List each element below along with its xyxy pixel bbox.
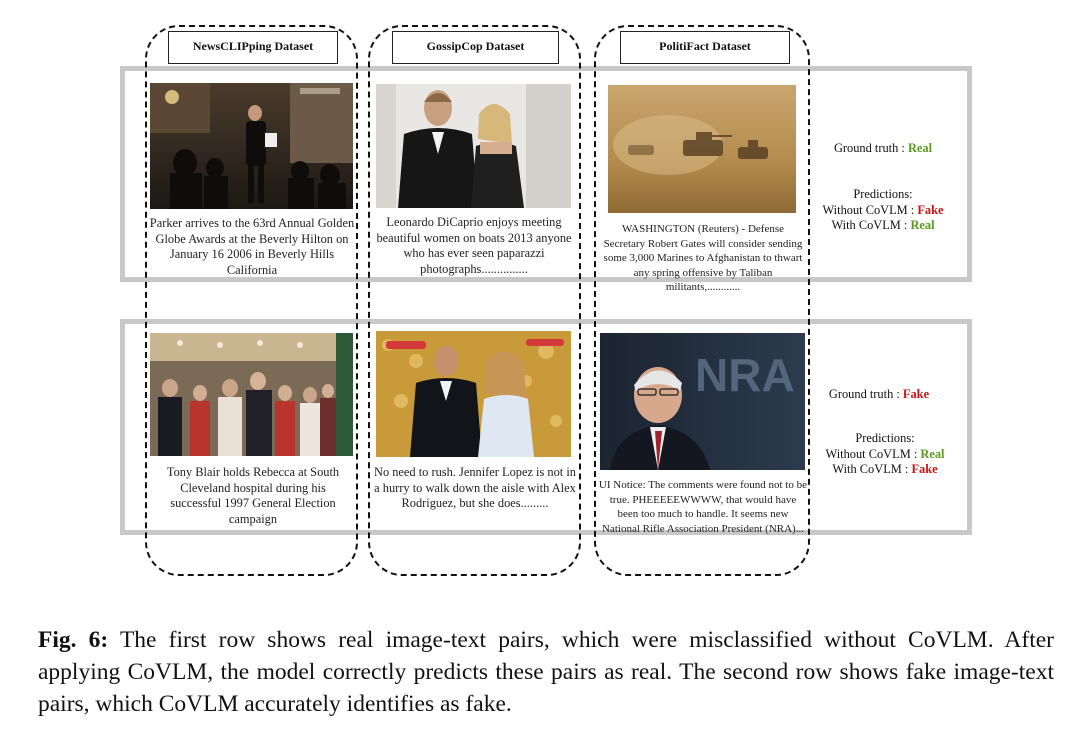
figure-caption-label: Fig. 6:: [38, 627, 109, 653]
prediction-with-value: Real: [910, 218, 935, 232]
ground-truth-value: Fake: [902, 387, 930, 401]
column-header-politifact: PolitiFact Dataset: [620, 31, 790, 64]
prediction-with-label: With CoVLM :: [831, 218, 908, 232]
caption-row1-newsclipping: Parker arrives to the 63rd Annual Golden Globe Awards at the Beverly Hilton on January 16 2006 in Beverly Hills California: [149, 216, 355, 277]
prediction-without-value: Real: [920, 446, 945, 461]
prediction-without-label: Without CoVLM :: [822, 202, 915, 217]
caption-row2-politifact: UI Notice: The comments were found not to be true. PHEEEEEWWWW, that would have been too much to handle. It seems new National Rifle Association President (NRA)...: [598, 479, 808, 535]
ground-truth-label: Ground truth :: [828, 387, 900, 401]
ground-truth-value: Real: [907, 141, 933, 155]
predictions-label: Predictions:: [853, 187, 913, 201]
predictions-row1: [808, 187, 958, 234]
caption-row2-newsclipping: Tony Blair holds Rebecca at South Cleveland hospital during his successful 1997 General Election campaign: [166, 465, 340, 526]
prediction-with-label: With CoVLM :: [832, 462, 909, 476]
prediction-without-value: Fake: [917, 202, 944, 217]
photo-nra-speaker: [600, 333, 805, 470]
ground-truth-row1: [812, 141, 954, 157]
photo-hospital-visit: [150, 333, 353, 456]
caption-row1-politifact: WASHINGTON (Reuters) - Defense Secretary Robert Gates will consider sending some 3,000 Marines to Afghanistan to thwart any spring offensive by Taliban militants,............: [603, 223, 803, 293]
nra-logo-text: NRA: [695, 349, 795, 401]
figure-caption-text: The first row shows real image-text pairs, which were misclassified without CoVLM. After applying CoVLM, the model correctly predicts these pairs as real. The second row shows fake image-text pairs, which CoVLM accurately identifies as fake.: [38, 627, 1054, 717]
column-header-newsclipping: NewsCLIPping Dataset: [168, 31, 338, 64]
predictions-label: Predictions:: [855, 431, 915, 445]
prediction-with-covlm: [808, 218, 958, 234]
ground-truth-row2: [808, 387, 950, 403]
photo-event-couple: [376, 331, 571, 457]
ground-truth-label: Ground truth :: [833, 141, 905, 155]
photo-military-dust: [608, 85, 796, 213]
figure-caption: [38, 624, 1054, 720]
prediction-without-covlm: [810, 447, 960, 463]
prediction-without-label: Without CoVLM :: [825, 446, 918, 461]
caption-row2-gossipcop: No need to rush. Jennifer Lopez is not in a hurry to walk down the aisle with Alex Rodriguez, but she does.........: [374, 465, 576, 510]
prediction-without-covlm: [808, 203, 958, 219]
prediction-with-covlm: [810, 462, 960, 478]
caption-row1-gossipcop: Leonardo DiCaprio enjoys meeting beautiful women on boats 2013 anyone who has ever seen paparazzi photographs...............: [376, 215, 572, 276]
column-header-gossipcop: GossipCop Dataset: [392, 31, 559, 64]
photo-golden-globes: [150, 83, 353, 209]
photo-red-carpet-couple: [376, 84, 571, 208]
predictions-row2: [810, 431, 960, 478]
prediction-with-value: Fake: [911, 462, 938, 476]
